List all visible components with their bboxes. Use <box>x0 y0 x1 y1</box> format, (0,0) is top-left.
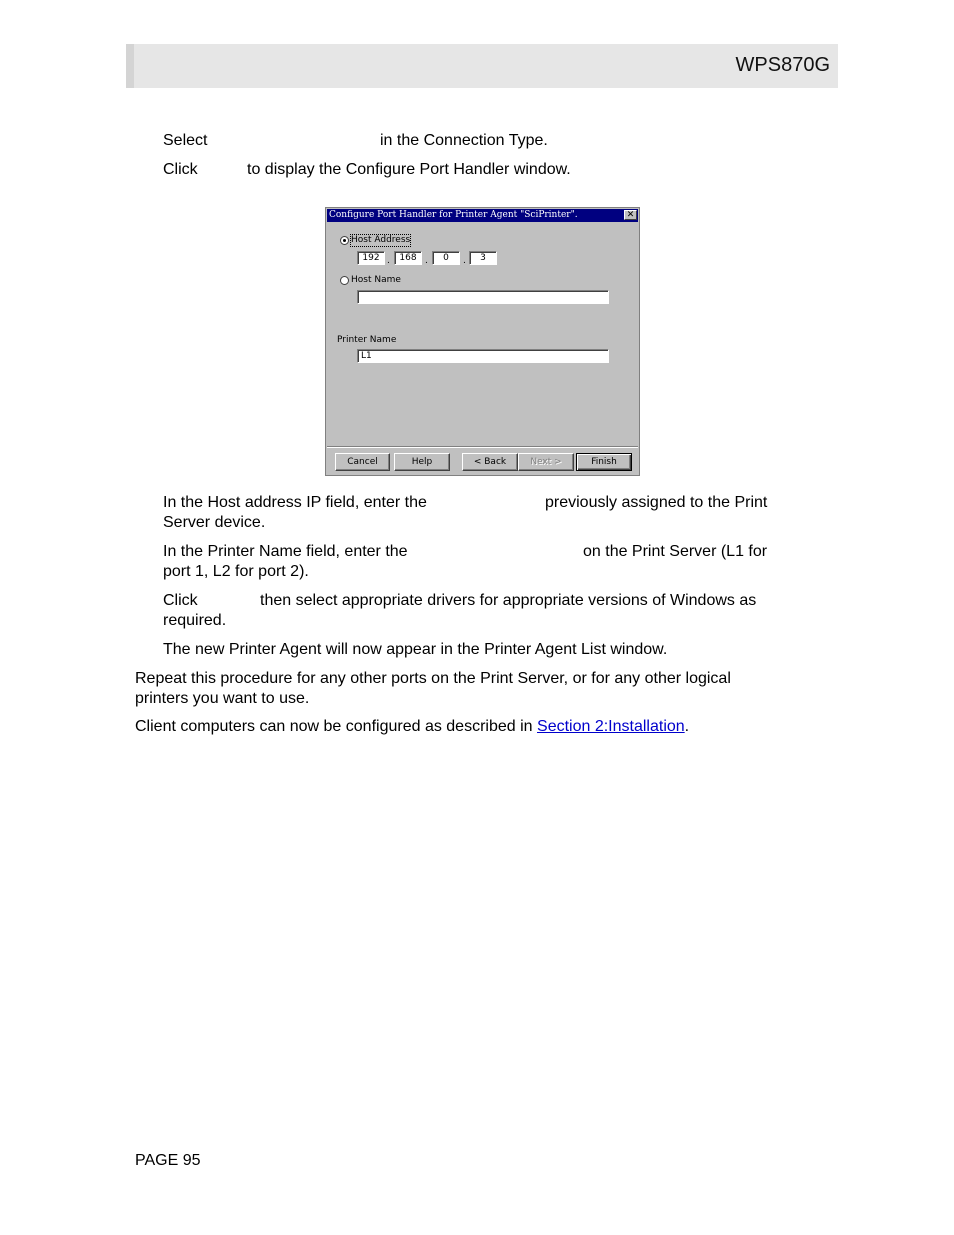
step-printer-after: on the Print Server (L1 for <box>583 543 768 560</box>
step-select-after: in the Connection Type. <box>380 132 548 149</box>
ip-dot-3: . <box>463 256 466 266</box>
next-button[interactable]: Next > <box>518 453 574 471</box>
printer-name-input[interactable]: L1 <box>357 349 609 363</box>
close-icon[interactable]: ✕ <box>624 210 637 220</box>
section-2-installation-link[interactable]: Section 2:Installation <box>537 718 685 735</box>
step-click-after: to display the Configure Port Handler window. <box>247 161 571 178</box>
help-button[interactable]: Help <box>394 453 450 471</box>
ip-octet-1[interactable]: 192 <box>357 251 385 265</box>
step-finish-after: then select appropriate drivers for appropriate versions of Windows as <box>260 592 757 609</box>
host-name-label: Host Name <box>351 275 401 285</box>
step-host-after: previously assigned to the Print <box>545 494 768 511</box>
step-printer-name-line2: port 1, L2 for port 2). <box>163 563 309 580</box>
repeat-line1: Repeat this procedure for any other ports on the Print Server, or for any other logical <box>135 670 731 687</box>
ip-octet-3[interactable]: 0 <box>432 251 460 265</box>
finish-button[interactable]: Finish <box>576 453 632 471</box>
dialog-separator <box>327 446 638 448</box>
step-host-address-line2: Server device. <box>163 514 266 531</box>
host-name-radio[interactable] <box>340 276 349 285</box>
host-address-label: Host Address <box>351 235 411 245</box>
client-text-after: . <box>684 718 690 735</box>
ip-dot-2: . <box>425 256 428 266</box>
cancel-button[interactable]: Cancel <box>335 453 390 471</box>
configure-port-handler-dialog <box>325 207 640 476</box>
product-title: WPS870G <box>735 54 830 76</box>
step-select-before: Select <box>163 132 208 149</box>
step-agent-line: The new Printer Agent will now appear in the Printer Agent List window. <box>163 641 668 658</box>
step-finish-line2: required. <box>163 612 227 629</box>
client-paragraph <box>135 717 689 737</box>
page-header <box>126 44 838 88</box>
repeat-line2: printers you want to use. <box>135 690 310 707</box>
step-click-before: Click <box>163 161 198 178</box>
step-printer-before: In the Printer Name field, enter the <box>163 543 408 560</box>
ip-dot-1: . <box>387 256 390 266</box>
ip-octet-2[interactable]: 168 <box>394 251 422 265</box>
host-name-input[interactable] <box>357 290 609 304</box>
ip-octet-4[interactable]: 3 <box>469 251 497 265</box>
host-address-radio[interactable] <box>340 236 349 245</box>
dialog-title: Configure Port Handler for Printer Agent "SciPrinter". <box>329 210 578 220</box>
step-finish-before: Click <box>163 592 198 609</box>
step-host-before: In the Host address IP field, enter the <box>163 494 427 511</box>
dialog-titlebar <box>327 209 638 222</box>
client-text-before: Client computers can now be configured as described in <box>135 718 533 735</box>
page-number: PAGE 95 <box>135 1152 201 1169</box>
printer-name-label: Printer Name <box>337 335 397 345</box>
back-button[interactable]: < Back <box>462 453 518 471</box>
header-edge <box>126 44 134 88</box>
